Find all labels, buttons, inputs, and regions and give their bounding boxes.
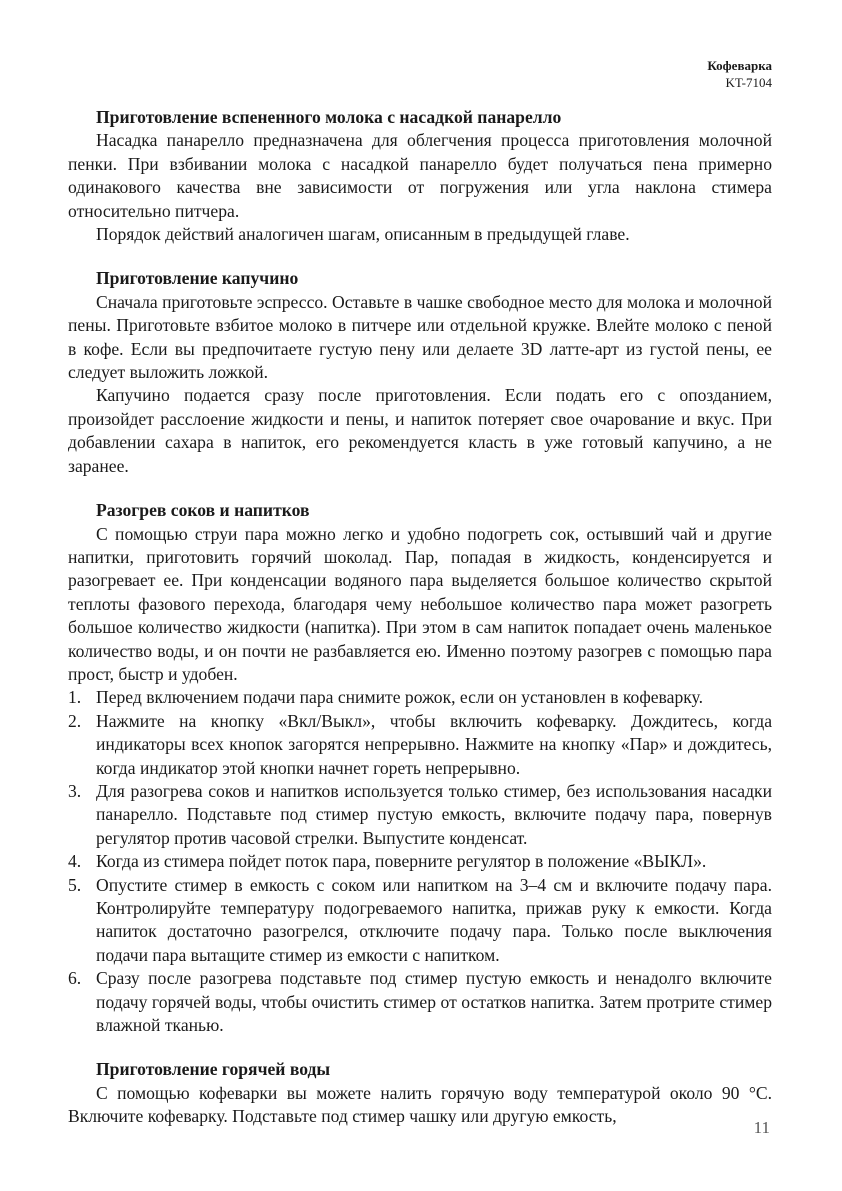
step-number: 6. (68, 968, 82, 989)
step-number: 5. (68, 874, 82, 895)
section-heading: Приготовление капучино (96, 268, 299, 289)
step-number: 1. (68, 687, 82, 708)
list-item (68, 686, 772, 709)
list-item (68, 967, 772, 1037)
header-model-number: KT-7104 (725, 75, 772, 90)
step-text: Нажмите на кнопку «Вкл/Выкл», чтобы включить кофеварку. Дождитесь, когда индикаторы всех кнопок загорятся непрерывно. Нажмите на кнопку «Пар» и дождитесь, когда индикатор этой кнопки начнет гореть непрерывно. (96, 710, 772, 778)
step-number: 4. (68, 851, 82, 872)
list-item (68, 874, 772, 968)
paragraph: С помощью струи пара можно легко и удобно подогреть сок, остывший чай и другие напитки, приготовить горячий шоколад. Пар, попадая в жидкость, конденсируется и разогревает ее. При конденсации водяного пара выделяется большое количество скрытой теплоты фазового перехода, благодаря чему небольшое количество пара может разогреть большое количество жидкости (напитка). При этом в сам напиток попадает очень маленькое количество воды, и он почти не разбавляется ею. Именно поэтому разогрев с помощью пара прост, быстр и удобен. (68, 523, 772, 684)
list-item (68, 780, 772, 850)
step-text: Когда из стимера пойдет поток пара, поверните регулятор в положение «ВЫКЛ». (96, 851, 707, 872)
section-heading: Приготовление горячей воды (96, 1059, 331, 1080)
page-content (68, 106, 772, 1129)
steps-list (68, 686, 772, 1037)
step-number: 2. (68, 710, 82, 731)
paragraph: Порядок действий аналогичен шагам, описанным в предыдущей главе. (96, 224, 630, 245)
section-heating-juices (68, 499, 772, 1037)
step-text: Сразу после разогрева подставьте под стимер пустую емкость и ненадолго включите подачу горячей воды, чтобы очистить стимер от остатков напитка. Затем протрите стимер влажной тканью. (96, 968, 772, 1036)
step-text: Перед включением подачи пара снимите рожок, если он установлен в кофеварку. (96, 687, 703, 708)
paragraph: Сначала приготовьте эспрессо. Оставьте в чашке свободное место для молока и молочной пены. Приготовьте взбитое молоко в питчере или отдельной кружке. Влейте молоко с пеной в кофе. Если вы предпочитаете густую пену или делаете 3D латте-арт из густой пены, ее следует выложить ложкой. (68, 291, 772, 383)
step-text: Для разогрева соков и напитков используется только стимер, без использования насадки панарелло. Подставьте под стимер пустую емкость, включите подачу пара, повернув регулятор против часовой стрелки. Выпустите конденсат. (96, 780, 772, 848)
section-heading: Разогрев соков и напитков (96, 500, 310, 521)
paragraph: Капучино подается сразу после приготовления. Если подать его с опозданием, произойдет расслоение жидкости и пены, и напиток потеряет свое очарование и вкус. При добавлении сахара в напиток, его рекомендуется класть в уже готовый капучино, а не заранее. (68, 385, 772, 476)
section-hot-water (68, 1058, 772, 1128)
paragraph: С помощью кофеварки вы можете налить горячую воду температурой около 90 °C. Включите кофеварку. Подставьте под стимер чашку или другую емкость, (68, 1082, 772, 1127)
header-product-title: Кофеварка (707, 58, 772, 73)
paragraph: Насадка панарелло предназначена для облегчения процесса приготовления молочной пенки. При взбивании молока с насадкой панарелло будет получаться пена примерно одинакового качества вне зависимости от погружения или угла наклона стимера относительно питчера. (68, 130, 772, 221)
page-number: 11 (753, 1118, 770, 1137)
section-heading: Приготовление вспененного молока с насадкой панарелло (96, 107, 562, 127)
list-item (68, 850, 772, 873)
section-cappuccino (68, 267, 772, 478)
section-panarello-milk-foam (68, 106, 772, 246)
step-number: 3. (68, 780, 82, 801)
step-text: Опустите стимер в емкость с соком или напитком на 3–4 см и включите подачу пара. Контролируйте температуру подогреваемого напитка, прижав руку к емкости. Когда напиток достаточно разогрелся, отключите подачу пара. Только после выключения подачи пара вытащите стимер из емкости с напитком. (96, 874, 772, 965)
running-header (707, 57, 772, 91)
list-item (68, 710, 772, 780)
